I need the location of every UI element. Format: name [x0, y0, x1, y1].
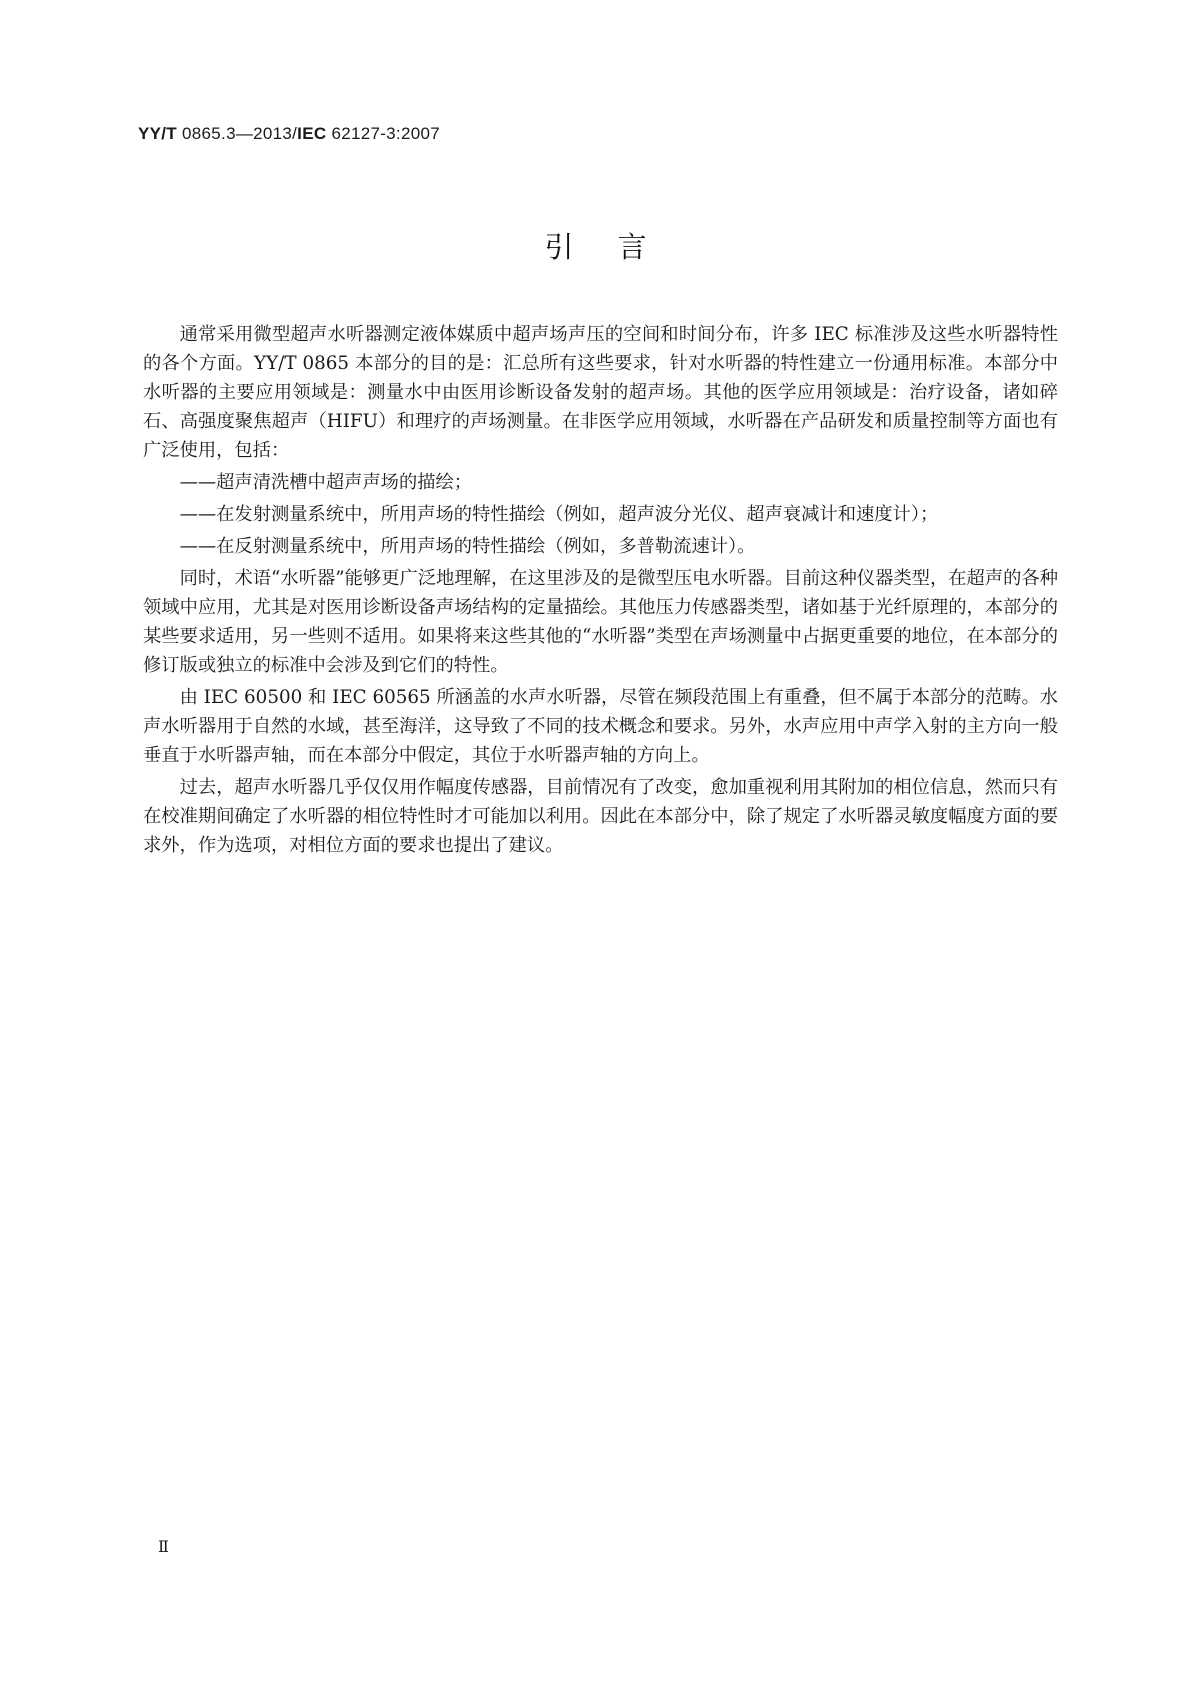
list-item-cleaning-tanks: ——超声清洗槽中超声声场的描绘；: [179, 472, 473, 493]
paragraph-underwater-acoustics: 由 IEC 60500 和 IEC 60565 所涵盖的水声水听器，尽管在频段范围上有重叠，但不属于本部分的范畴。水声水听器用于自然的水域，甚至海洋，这导致了不同的技术概念和要求。另外，水声应用中声学入射的主方向一般垂直于水听器声轴，而在本部分中假定，其位于水听器声轴的方向上。: [143, 687, 1059, 766]
paragraph-hydrophone-term: 同时，术语“水听器”能够更广泛地理解，在这里涉及的是微型压电水听器。目前这种仪器类型，在超声的各种领域中应用，尤其是对医用诊断设备声场结构的定量描绘。其他压力传感器类型，诸如基于光纤原理的，本部分的某些要求适用，另一些则不适用。如果将来这些其他的“水听器”类型在声场测量中占据更重要的地位，在本部分的修订版或独立的标准中会涉及到它们的特性。: [143, 568, 1058, 676]
standard-id-number: 0865.3—2013/: [177, 124, 298, 143]
iec-prefix: IEC: [297, 124, 327, 143]
paragraph-scope: 通常采用微型超声水听器测定液体媒质中超声场声压的空间和时间分布，许多 IEC 标准涉及这些水听器特性的各个方面。YY/T 0865 本部分的目的是：汇总所有这些要求，针对水听器的特性建立一份通用标准。本部分中水听器的主要应用领域是：测量水中由医用诊断设备发射的超声场。其他的医学应用领域是：治疗设备，诸如碎石、高强度聚焦超声（HIFU）和理疗的声场测量。在非医学应用领域，水听器在产品研发和质量控制等方面也有广泛使用，包括：: [143, 324, 1058, 461]
introduction-body: [143, 320, 1058, 863]
paragraph-phase-information: 过去，超声水听器几乎仅仅用作幅度传感器，目前情况有了改变，愈加重视利用其附加的相位信息，然而只有在校准期间确定了水听器的相位特性时才可能加以利用。因此在本部分中，除了规定了水听器灵敏度幅度方面的要求外，作为选项，对相位方面的要求也提出了建议。: [143, 777, 1058, 856]
standard-id-prefix: YY/T: [138, 124, 177, 143]
section-title: 引言: [544, 230, 691, 264]
standard-number-header: [138, 124, 440, 144]
page-number: Ⅱ: [158, 1537, 169, 1556]
iec-number: 62127-3:2007: [326, 124, 440, 143]
list-item-transmission-systems: ——在发射测量系统中，所用声场的特性描绘（例如，超声波分光仪、超声衰减计和速度计）；: [179, 504, 939, 525]
list-item-reflection-systems: ——在反射测量系统中，所用声场的特性描绘（例如，多普勒流速计）。: [179, 536, 756, 557]
